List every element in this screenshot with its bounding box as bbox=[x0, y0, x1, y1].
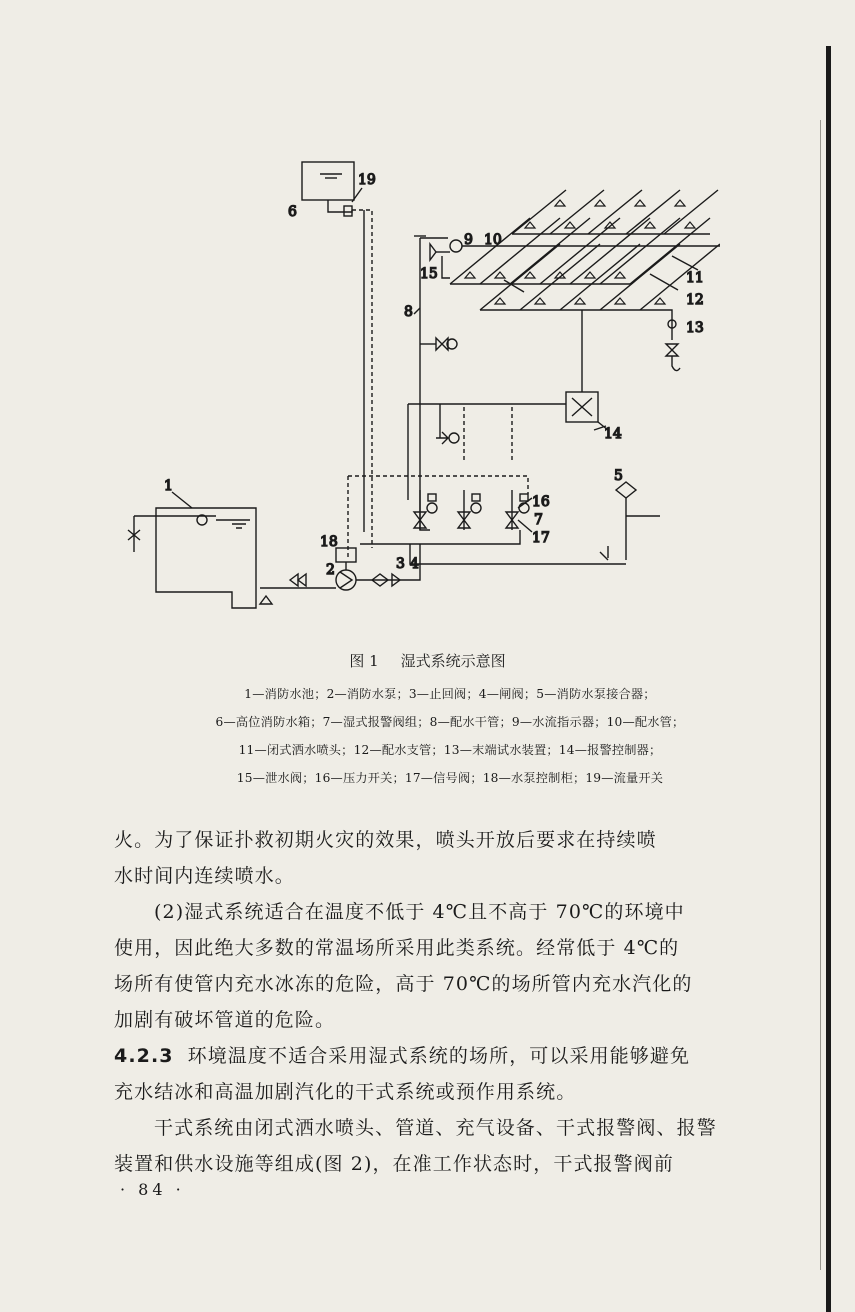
callout-15: 15 bbox=[420, 266, 438, 282]
figure-legend bbox=[120, 680, 780, 792]
legend-line: 1—消防水池；2—消防水泵；3—止回阀；4—闸阀；5—消防水泵接合器； bbox=[244, 687, 656, 701]
callout-8: 8 bbox=[404, 304, 413, 320]
callout-13: 13 bbox=[686, 320, 704, 336]
figure-caption bbox=[0, 650, 855, 671]
callout-18: 18 bbox=[320, 534, 338, 550]
legend-line: 15—泄水阀；16—压力开关；17—信号阀；18—水泵控制柜；19—流量开关 bbox=[236, 771, 664, 785]
section-text: 环境温度不适合采用湿式系统的场所，可以采用能够避免 bbox=[187, 1045, 691, 1067]
callout-17: 17 bbox=[532, 530, 550, 546]
fire-pump bbox=[336, 548, 356, 590]
figure-title: 湿式系统示意图 bbox=[400, 652, 506, 670]
callout-3: 3 bbox=[396, 556, 405, 572]
paragraph-line: 充水结冰和高温加剧汽化的干式系统或预作用系统。 bbox=[114, 1081, 577, 1103]
flow-indicator bbox=[430, 240, 462, 260]
legend-line: 11—闭式洒水喷头；12—配水支管；13—末端试水装置；14—报警控制器； bbox=[238, 743, 662, 757]
callout-2: 2 bbox=[326, 562, 335, 578]
callout-4: 4 bbox=[410, 556, 419, 572]
wet-system-diagram bbox=[120, 160, 720, 640]
callout-1: 1 bbox=[164, 478, 173, 494]
body-text bbox=[114, 822, 778, 1182]
callout-10: 10 bbox=[484, 232, 502, 248]
paragraph-line: 火。为了保证扑救初期火灾的效果，喷头开放后要求在持续喷 bbox=[114, 829, 657, 851]
paragraph-line: 干式系统由闭式洒水喷头、管道、充气设备、干式报警阀、报警 bbox=[154, 1117, 717, 1139]
callout-6: 6 bbox=[288, 204, 297, 220]
sprinkler-grid bbox=[450, 190, 720, 310]
page-edge-shadow bbox=[826, 46, 831, 1312]
callout-14: 14 bbox=[604, 426, 622, 442]
paragraph-line: (2)湿式系统适合在温度不低于 4℃且不高于 70℃的环境中 bbox=[154, 901, 685, 923]
paragraph-line: 水时间内连续喷水。 bbox=[114, 865, 295, 887]
callout-19: 19 bbox=[358, 172, 376, 188]
paragraph-line: 装置和供水设施等组成(图 2)，在准工作状态时，干式报警阀前 bbox=[114, 1153, 674, 1175]
callout-5: 5 bbox=[614, 468, 623, 484]
end-test-device bbox=[640, 310, 680, 371]
callout-11: 11 bbox=[686, 270, 704, 286]
paragraph-line: 加剧有破坏管道的危险。 bbox=[114, 1009, 336, 1031]
callout-12: 12 bbox=[686, 292, 704, 308]
callout-9: 9 bbox=[464, 232, 473, 248]
callout-7: 7 bbox=[534, 512, 543, 528]
high-tank bbox=[302, 162, 354, 200]
section-number: 4.2.3 bbox=[114, 1045, 174, 1067]
alarm-valve-group bbox=[348, 404, 529, 560]
alarm-controller bbox=[566, 392, 598, 422]
page-edge-line bbox=[820, 120, 821, 1270]
section-heading-line bbox=[114, 1038, 778, 1074]
legend-line: 6—高位消防水箱；7—湿式报警阀组；8—配水干管；9—水流指示器；10—配水管； bbox=[215, 715, 685, 729]
paragraph-line: 场所有使管内充水冰冻的危险，高于 70℃的场所管内充水汽化的 bbox=[114, 973, 693, 995]
pump-adapter bbox=[596, 482, 660, 564]
fire-reservoir bbox=[128, 508, 272, 608]
figure-number: 图 1 bbox=[349, 652, 379, 670]
callout-16: 16 bbox=[532, 494, 550, 510]
page-number: · 84 · bbox=[120, 1180, 185, 1199]
paragraph-line: 使用，因此绝大多数的常温场所采用此类系统。经常低于 4℃的 bbox=[114, 937, 680, 959]
